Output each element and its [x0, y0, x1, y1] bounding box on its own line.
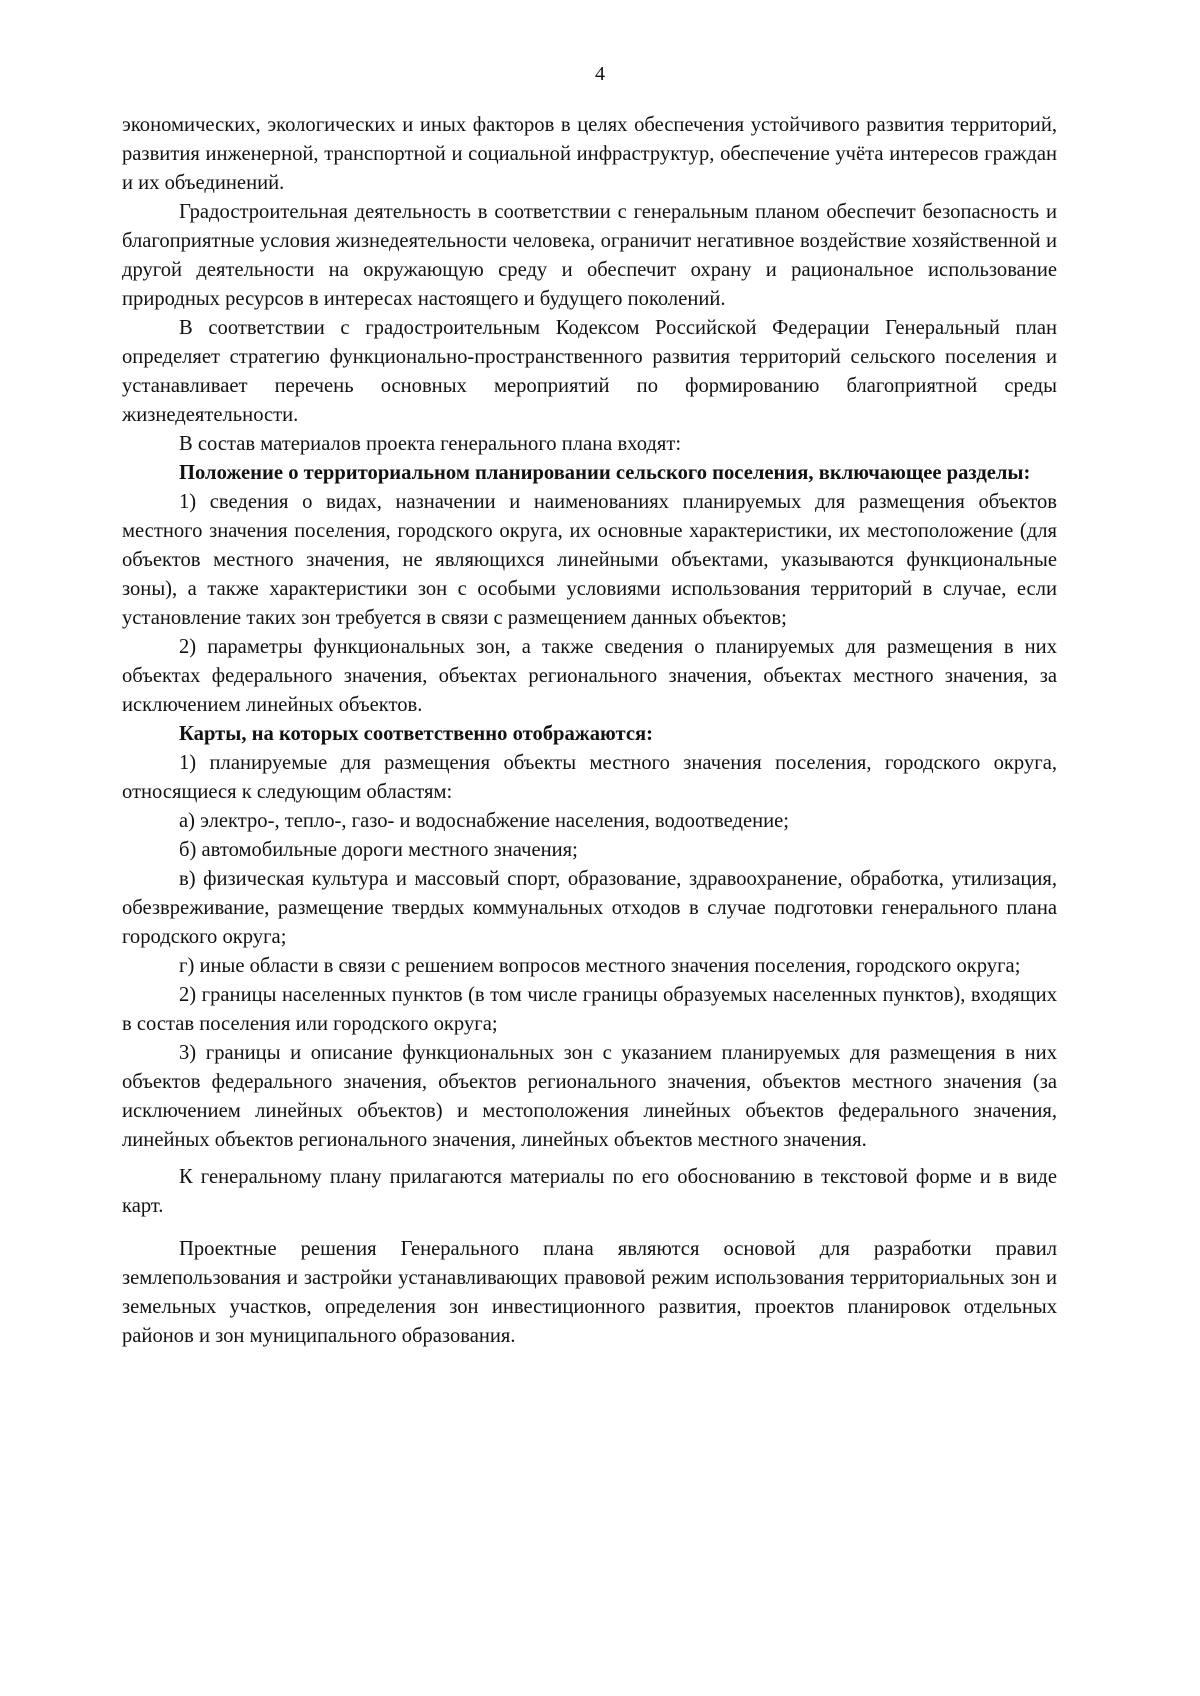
maps-item-1: 1) планируемые для размещения объекты местного значения поселения, городского округа, относящиеся к следующим областям: — [122, 752, 1057, 803]
page-number: 4 — [595, 63, 605, 85]
maps-subitem-b: б) автомобильные дороги местного значения; — [179, 839, 578, 861]
paragraph-attachments: К генеральному плану прилагаются материалы по его обоснованию в текстовой форме и в виде карт. — [122, 1166, 1057, 1217]
paragraph-urban-planning: Градостроительная деятельность в соответствии с генеральным планом обеспечит безопасность и благоприятные условия жизнедеятельности человека, ограничит негативное воздействие хозяйственной и другой деятельности на окружающую среду и обеспечит охрану и рациональное использование природных ресурсов в интересах настоящего и будущего поколений. — [122, 201, 1057, 310]
section-heading-maps: Карты, на которых соответственно отображаются: — [179, 723, 653, 745]
maps-item-3: 3) границы и описание функциональных зон с указанием планируемых для размещения в них объектов федерального значения, объектов регионального значения, объектов местного значения (за исключением линейных объектов) и местоположения линейных объектов федерального значения, линейных объектов регионального значения, линейных объектов местного значения. — [122, 1042, 1057, 1151]
maps-subitem-a: а) электро-, тепло-, газо- и водоснабжение населения, водоотведение; — [179, 810, 789, 832]
maps-item-2: 2) границы населенных пунктов (в том числе границы образуемых населенных пунктов), входящих в состав поселения или городского округа; — [122, 984, 1057, 1035]
paragraph-materials-intro: В состав материалов проекта генерального плана входят: — [179, 433, 682, 455]
list-item-2: 2) параметры функциональных зон, а также сведения о планируемых для размещения в них объектах федерального значения, объектах регионального значения, объектах местного значения, за исключением линейных объектов. — [122, 636, 1057, 716]
paragraph-design-decisions: Проектные решения Генерального плана являются основой для разработки правил землепользования и застройки устанавливающих правовой режим использования территориальных зон и земельных участков, определения зон инвестиционного развития, проектов планировок отдельных районов и зон муниципального образования. — [122, 1238, 1057, 1347]
maps-subitem-v: в) физическая культура и массовый спорт, образование, здравоохранение, обработка, утилизация, обезвреживание, размещение твердых коммунальных отходов в случае подготовки генерального плана городского округа; — [122, 868, 1057, 948]
list-item-1: 1) сведения о видах, назначении и наименованиях планируемых для размещения объектов местного значения поселения, городского округа, их основные характеристики, их местоположение (для объектов местного значения, не являющихся линейными объектами, указываются функциональные зоны), а также характеристики зон с особыми условиями использования территорий в случае, если установление таких зон требуется в связи с размещением данных объектов; — [122, 491, 1057, 629]
section-heading-regulation: Положение о территориальном планировании сельского поселения, включающее разделы: — [179, 462, 1031, 484]
document-body — [122, 111, 1057, 1351]
paragraph-code: В соответствии с градостроительным Кодексом Российской Федерации Генеральный план определяет стратегию функционально-пространственного развития территорий сельского поселения и устанавливает перечень основных мероприятий по формированию благоприятной среды жизнедеятельности. — [122, 317, 1057, 426]
maps-subitem-g: г) иные области в связи с решением вопросов местного значения поселения, городского округа; — [179, 955, 1021, 977]
paragraph-continuation: экономических, экологических и иных факторов в целях обеспечения устойчивого развития территорий, развития инженерной, транспортной и социальной инфраструктур, обеспечение учёта интересов граждан и их объединений. — [122, 114, 1057, 194]
